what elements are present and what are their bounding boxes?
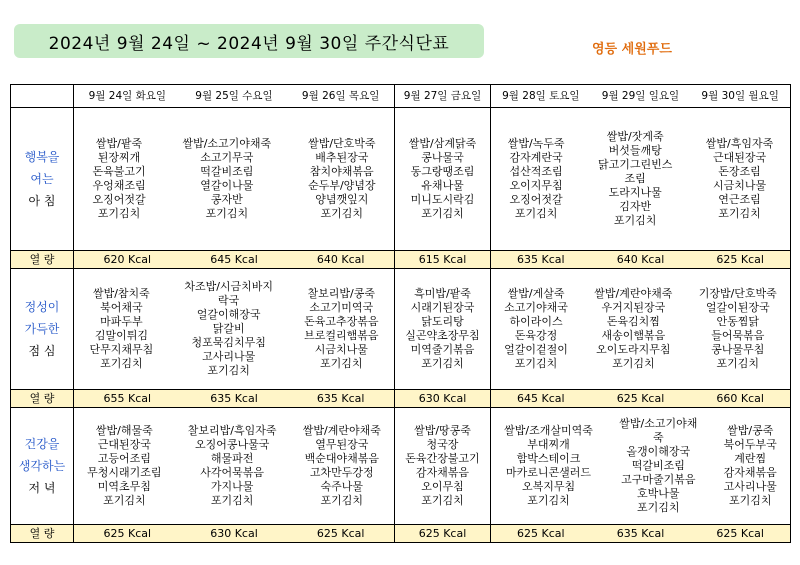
menu-item: 포기김치 bbox=[527, 494, 570, 507]
menu-item: 김말이튀김 bbox=[94, 329, 148, 342]
menu-item: 미역초무침 bbox=[97, 480, 151, 493]
day-menu bbox=[706, 137, 773, 221]
menu-item: 열갈이나물 bbox=[200, 179, 254, 192]
menu-item: 유채나물 bbox=[421, 179, 464, 192]
kcal-value: 625 Kcal bbox=[103, 526, 152, 540]
kcal-group bbox=[395, 251, 491, 269]
menu-item: 돈장조림 bbox=[718, 165, 761, 178]
day-menu bbox=[184, 280, 273, 378]
menu-item: 콩나물무침 bbox=[711, 343, 765, 356]
menu-item: 쌀밥/계란야채죽 bbox=[302, 424, 381, 437]
menu-item: 근대된장국 bbox=[97, 438, 151, 451]
menu-item: 돈육김치찜 bbox=[606, 315, 660, 328]
kcal-value: 630 Kcal bbox=[210, 526, 258, 540]
menu-item: 쌀밥/땅콩죽 bbox=[414, 424, 471, 437]
day-menu bbox=[405, 287, 479, 371]
weekly-menu-table bbox=[10, 84, 791, 543]
menu-item: 포기김치 bbox=[612, 357, 655, 370]
day-menu bbox=[92, 137, 145, 221]
menu-item: 포기김치 bbox=[637, 501, 680, 514]
menu-item: 포기김치 bbox=[103, 494, 146, 507]
kcal-value: 640 Kcal bbox=[616, 252, 665, 266]
menu-item: 차조밥/시금치바지 bbox=[184, 280, 274, 293]
menu-item: 돈육강정 bbox=[514, 329, 558, 342]
menu-item: 쌀밥/단호박죽 bbox=[308, 137, 376, 150]
header-group-2 bbox=[395, 85, 491, 108]
kcal-group bbox=[74, 390, 395, 408]
menu-item: 순두부/양념장 bbox=[308, 179, 376, 192]
header-group-1 bbox=[74, 85, 395, 108]
dish-group bbox=[74, 408, 395, 525]
kcal-value: 615 Kcal bbox=[418, 252, 467, 266]
menu-item: 우엉채조림 bbox=[92, 179, 146, 192]
menu-item: 쌀밥/소고기야채 bbox=[619, 417, 698, 430]
menu-item: 찰보리밥/콩죽 bbox=[307, 287, 375, 300]
menu-item: 해물파전 bbox=[210, 452, 254, 465]
menu-item: 고등어조림 bbox=[97, 452, 151, 465]
dish-group bbox=[491, 108, 791, 251]
menu-item: 포기김치 bbox=[421, 494, 464, 507]
menu-item: 오징어젓갈 bbox=[92, 193, 146, 206]
day-menu bbox=[182, 137, 271, 221]
day-header: 9월 30일 월요일 bbox=[701, 90, 779, 102]
menu-item: 콩자반 bbox=[210, 193, 243, 206]
menu-item: 참치야채볶음 bbox=[309, 165, 374, 178]
menu-item: 시금치나물 bbox=[712, 179, 767, 192]
day-menu bbox=[87, 424, 161, 508]
menu-item: 포기김치 bbox=[210, 494, 254, 507]
kcal-label: 열 량 bbox=[11, 525, 74, 543]
day-menu bbox=[508, 137, 565, 221]
day-header: 9월 24일 화요일 bbox=[88, 90, 167, 102]
menu-item: 찰보리밥/흑임자죽 bbox=[187, 424, 277, 437]
menu-item: 포기김치 bbox=[728, 494, 772, 507]
dish-group bbox=[491, 408, 791, 525]
dinner-kcal-row bbox=[11, 525, 791, 543]
meal-label bbox=[11, 108, 74, 251]
menu-item: 콩나물국 bbox=[421, 151, 464, 164]
kcal-value: 630 Kcal bbox=[418, 391, 467, 405]
kcal-value: 635 Kcal bbox=[316, 391, 365, 405]
company-name: 영등 세원푸드 bbox=[592, 42, 672, 57]
meal-label-line: 생각하는 bbox=[18, 459, 66, 473]
day-menu bbox=[188, 424, 277, 508]
menu-item: 들어묵볶음 bbox=[711, 329, 765, 342]
dinner-row bbox=[11, 408, 791, 525]
day-menu bbox=[724, 424, 777, 508]
menu-item: 브로컬리햄볶음 bbox=[304, 329, 379, 342]
menu-item: 함박스테이크 bbox=[516, 452, 581, 465]
kcal-value: 625 Kcal bbox=[418, 526, 467, 540]
day-menu bbox=[308, 137, 375, 221]
meal-label bbox=[11, 408, 74, 525]
menu-item: 버섯들깨탕 bbox=[608, 144, 662, 157]
kcal-value: 655 Kcal bbox=[103, 391, 152, 405]
menu-item: 오복지무침 bbox=[521, 480, 576, 493]
day-menu bbox=[409, 137, 476, 221]
header-corner bbox=[11, 85, 74, 108]
menu-item: 쌀밥/게살죽 bbox=[507, 287, 565, 300]
day-menu bbox=[619, 417, 697, 515]
day-header: 9월 25일 수요일 bbox=[195, 90, 273, 102]
menu-title-text: 2024년 9월 24일 ~ 2024년 9월 30일 주간식단표 bbox=[48, 33, 450, 54]
day-menu bbox=[504, 287, 568, 371]
menu-item: 흑미밥/팥죽 bbox=[414, 287, 471, 300]
kcal-value: 625 Kcal bbox=[716, 252, 764, 266]
meal-label-line: 저 녁 bbox=[28, 481, 56, 495]
menu-item: 된장찌개 bbox=[97, 151, 141, 164]
menu-item: 열무된장국 bbox=[315, 438, 369, 451]
kcal-group bbox=[395, 390, 491, 408]
meal-label-line: 가득한 bbox=[24, 322, 60, 336]
menu-item: 얼갈이된장국 bbox=[705, 301, 770, 314]
lunch-kcal-row bbox=[11, 390, 791, 408]
day-menu bbox=[90, 287, 154, 371]
menu-item: 배추된장국 bbox=[315, 151, 369, 164]
menu-item: 얼갈이해장국 bbox=[196, 308, 261, 321]
dish-group bbox=[74, 269, 395, 390]
menu-item: 북어채국 bbox=[100, 301, 143, 314]
menu-item: 돈육간장불고기 bbox=[405, 452, 480, 465]
menu-item: 북어두부국 bbox=[723, 438, 777, 451]
kcal-value: 660 Kcal bbox=[716, 391, 764, 405]
menu-item: 계란찜 bbox=[734, 452, 767, 465]
menu-item: 연근조림 bbox=[718, 193, 761, 206]
kcal-value: 645 Kcal bbox=[210, 252, 258, 266]
menu-item: 고사리나물 bbox=[202, 350, 256, 363]
menu-item: 고구마줄기볶음 bbox=[621, 473, 696, 486]
menu-item: 쌀밥/소고기야채죽 bbox=[182, 137, 272, 150]
menu-item: 백순대야채볶음 bbox=[304, 452, 379, 465]
menu-item: 섭산적조림 bbox=[509, 165, 563, 178]
menu-item: 쌀밥/해물죽 bbox=[95, 424, 153, 437]
dish-group bbox=[74, 108, 395, 251]
menu-item: 포기김치 bbox=[207, 364, 250, 377]
kcal-group bbox=[395, 525, 491, 543]
day-menu bbox=[598, 130, 672, 228]
breakfast-kcal-row bbox=[11, 251, 791, 269]
menu-item: 쌀밥/콩죽 bbox=[727, 424, 774, 437]
kcal-value: 635 Kcal bbox=[517, 252, 565, 266]
menu-item: 호박나물 bbox=[637, 487, 680, 500]
menu-item: 포기김치 bbox=[421, 357, 464, 370]
day-menu bbox=[699, 287, 777, 371]
header-row bbox=[11, 85, 791, 108]
kcal-value: 625 Kcal bbox=[316, 526, 365, 540]
menu-item: 조림 bbox=[624, 172, 646, 185]
dish-group bbox=[491, 269, 791, 390]
menu-item: 감자채볶음 bbox=[723, 466, 777, 479]
day-menu bbox=[405, 424, 479, 508]
menu-item: 사각어묵볶음 bbox=[200, 466, 265, 479]
menu-item: 오이지무침 bbox=[509, 179, 563, 192]
kcal-value: 620 Kcal bbox=[103, 252, 152, 266]
menu-item: 단무지채무침 bbox=[89, 343, 154, 356]
menu-item: 오이무침 bbox=[421, 480, 464, 493]
kcal-group bbox=[491, 390, 791, 408]
kcal-label: 열 량 bbox=[11, 390, 74, 408]
menu-item: 오이도라지무침 bbox=[596, 343, 671, 356]
menu-item: 쌀밥/녹두죽 bbox=[507, 137, 565, 150]
menu-item: 오징어콩나물국 bbox=[194, 438, 270, 451]
menu-item: 마파두부 bbox=[100, 315, 143, 328]
menu-item: 오징어젓갈 bbox=[509, 193, 563, 206]
menu-item: 시금치나물 bbox=[314, 343, 368, 356]
menu-item: 시래기된장국 bbox=[410, 301, 475, 314]
menu-item: 부대찌개 bbox=[527, 438, 570, 451]
lunch-row bbox=[11, 269, 791, 390]
menu-item: 동그랑땡조림 bbox=[410, 165, 475, 178]
menu-item: 우거지된장국 bbox=[601, 301, 666, 314]
kcal-value: 640 Kcal bbox=[316, 252, 365, 266]
day-header: 9월 26일 목요일 bbox=[301, 90, 380, 102]
menu-item: 소고기미역국 bbox=[309, 301, 374, 314]
menu-item: 떡갈비조림 bbox=[631, 459, 685, 472]
menu-item: 숙주나물 bbox=[320, 480, 364, 493]
meal-label-line: 여는 bbox=[30, 172, 54, 186]
menu-item: 새송이햄볶음 bbox=[601, 329, 666, 342]
kcal-label: 열 량 bbox=[11, 251, 74, 269]
menu-item: 떡갈비조림 bbox=[200, 165, 254, 178]
menu-item: 소고기야채국 bbox=[504, 301, 568, 314]
meal-label-line: 점 심 bbox=[28, 344, 56, 358]
menu-item: 기장밥/단호박죽 bbox=[698, 287, 777, 300]
menu-item: 포기김치 bbox=[320, 494, 364, 507]
menu-item: 감자채볶음 bbox=[415, 466, 470, 479]
menu-item: 돈육불고기 bbox=[92, 165, 146, 178]
menu-item: 실곤약초장무침 bbox=[405, 329, 480, 342]
dish-group bbox=[395, 108, 491, 251]
day-menu bbox=[504, 424, 593, 508]
kcal-group bbox=[74, 525, 395, 543]
menu-item: 감자계란국 bbox=[509, 151, 563, 164]
meal-label-line: 건강을 bbox=[24, 437, 60, 451]
kcal-group bbox=[491, 251, 791, 269]
kcal-value: 625 Kcal bbox=[616, 391, 665, 405]
menu-item: 미역줄기볶음 bbox=[410, 343, 475, 356]
breakfast-row bbox=[11, 108, 791, 251]
dish-group bbox=[395, 408, 491, 525]
day-header: 9월 27일 금요일 bbox=[403, 90, 482, 102]
kcal-value: 625 Kcal bbox=[517, 526, 565, 540]
menu-item: 닭갈비 bbox=[212, 322, 245, 335]
menu-item: 닭도리탕 bbox=[421, 315, 464, 328]
menu-item: 얼갈이겉절이 bbox=[504, 343, 568, 356]
menu-item: 무청시래기조림 bbox=[87, 466, 162, 479]
menu-item: 청포묵김치무침 bbox=[191, 336, 266, 349]
menu-item: 쌀밥/흑임자죽 bbox=[705, 137, 774, 150]
menu-item: 올갱이해장국 bbox=[626, 445, 691, 458]
kcal-value: 635 Kcal bbox=[210, 391, 258, 405]
day-header: 9월 29일 일요일 bbox=[601, 90, 680, 102]
day-header: 9월 28일 토요일 bbox=[502, 90, 580, 102]
menu-item: 청국장 bbox=[426, 438, 459, 451]
menu-item: 포기김치 bbox=[716, 357, 760, 370]
menu-item: 양념깻잎지 bbox=[315, 193, 369, 206]
menu-item: 포기김치 bbox=[97, 207, 141, 220]
menu-item: 포기김치 bbox=[718, 207, 761, 220]
day-menu bbox=[304, 287, 378, 371]
menu-item: 쌀밥/참치죽 bbox=[92, 287, 150, 300]
menu-item: 포기김치 bbox=[320, 207, 364, 220]
menu-item: 쌀밥/계란야채죽 bbox=[594, 287, 673, 300]
menu-item: 근대된장국 bbox=[712, 151, 767, 164]
menu-item: 포기김치 bbox=[514, 357, 558, 370]
menu-item: 소고기무국 bbox=[200, 151, 254, 164]
day-menu bbox=[303, 424, 381, 508]
menu-item: 포기김치 bbox=[421, 207, 464, 220]
meal-label-line: 정성이 bbox=[24, 300, 60, 314]
kcal-value: 625 Kcal bbox=[716, 526, 764, 540]
menu-item: 쌀밥/팥죽 bbox=[95, 137, 143, 150]
meal-label bbox=[11, 269, 74, 390]
kcal-group bbox=[491, 525, 791, 543]
menu-item: 미니도시락김 bbox=[410, 193, 475, 206]
menu-item: 쌀밥/잣게죽 bbox=[606, 130, 664, 143]
menu-item: 쌀밥/삼계닭죽 bbox=[408, 137, 477, 150]
menu-item: 포기김치 bbox=[514, 207, 558, 220]
menu-item: 닭고기그린빈스 bbox=[597, 158, 673, 171]
kcal-value: 645 Kcal bbox=[517, 391, 565, 405]
kcal-value: 635 Kcal bbox=[616, 526, 665, 540]
menu-item: 가지나물 bbox=[210, 480, 254, 493]
menu-item: 도라지나물 bbox=[608, 186, 662, 199]
header-group-3 bbox=[491, 85, 791, 108]
kcal-group bbox=[74, 251, 395, 269]
menu-title bbox=[14, 24, 484, 58]
meal-label-line: 행복을 bbox=[24, 150, 60, 164]
menu-item: 포기김치 bbox=[320, 357, 363, 370]
menu-item: 안동찜닭 bbox=[716, 315, 760, 328]
menu-item: 돈육고추장볶음 bbox=[304, 315, 379, 328]
menu-item: 포기김치 bbox=[613, 214, 657, 227]
menu-item: 락국 bbox=[218, 294, 240, 307]
menu-item: 고사리나물 bbox=[723, 480, 777, 493]
meal-label-line: 아 침 bbox=[28, 194, 56, 208]
menu-item: 하이라이스 bbox=[509, 315, 563, 328]
menu-item: 김자반 bbox=[619, 200, 652, 213]
dish-group bbox=[395, 269, 491, 390]
menu-item: 마카로니콘샐러드 bbox=[506, 466, 592, 479]
menu-item: 포기김치 bbox=[205, 207, 249, 220]
menu-item: 고차만두강정 bbox=[309, 466, 374, 479]
menu-item: 포기김치 bbox=[100, 357, 143, 370]
menu-item: 죽 bbox=[652, 431, 664, 444]
day-menu bbox=[594, 287, 672, 371]
menu-item: 쌀밥/조개살미역죽 bbox=[504, 424, 593, 437]
